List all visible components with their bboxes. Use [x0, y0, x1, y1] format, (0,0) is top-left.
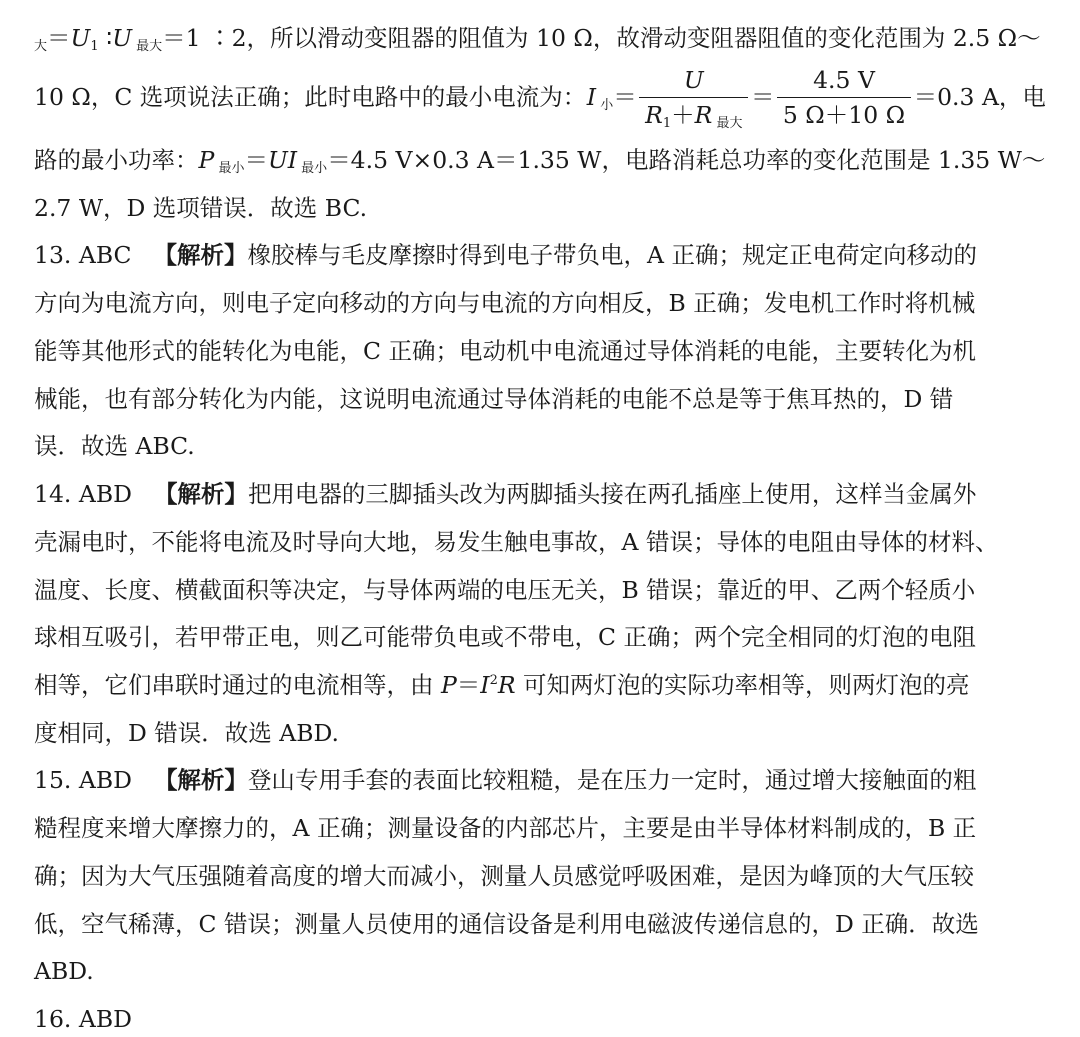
- fraction-current-values: $\frac{4.5 V}{5 \Omega+10 \Omega}$: [777, 65, 911, 130]
- analysis-tag: 【解析】: [153, 480, 248, 508]
- question-number: 14. ABD: [34, 480, 132, 508]
- q13-line-2: 方向为电流方向，则电子定向移动的方向与电流的方向相反，B 正确；发电机工作时将机械: [34, 289, 976, 317]
- q15-line-4: 低，空气稀薄，C 错误；测量人员使用的通信设备是利用电磁波传递信息的，D 正确．故选: [34, 910, 979, 938]
- q14-line-5: 相等，它们串联时通过的电流相等，由 $P=I^2R$ 可知两灯泡的实际功率相等，则两灯泡的亮: [34, 671, 970, 699]
- q15-line-5: ABD.: [34, 957, 94, 985]
- text-line-4: 2.7 W，D 选项错误．故选 BC.: [34, 194, 368, 222]
- q15-line-2: 糙程度来增大摩擦力的，A 正确；测量设备的内部芯片，主要是由半导体材料制成的，B 正: [34, 814, 977, 842]
- q16-line-1: [34, 1004, 1046, 1034]
- question-number: 15. ABD: [34, 766, 132, 794]
- q15-line-1: 15. ABD 【解析】登山专用手套的表面比较粗糙，是在压力一定时，通过增大接触面的粗: [34, 766, 977, 794]
- q13-line-5: 误．故选 ABC.: [34, 432, 195, 460]
- subscript: 大: [34, 39, 48, 54]
- q13-line-3: 能等其他形式的能转化为电能，C 正确；电动机中电流通过导体消耗的电能，主要转化为机: [34, 337, 976, 365]
- q14-line-3: 温度、长度、横截面积等决定，与导体两端的电压无关，B 错误；靠近的甲、乙两个轻质小: [34, 576, 976, 604]
- q15-line-3: 确；因为大气压强随着高度的增大而减小，测量人员感觉呼吸困难，是因为峰顶的大气压较: [34, 862, 974, 890]
- q14-line-6: 度相同，D 错误．故选 ABD.: [34, 719, 339, 747]
- text-line-2: 10 Ω，C 选项说法正确；此时电路中的最小电流为： I $_小$＝ $\frac{U}{R_1+R _{最大}}$ ＝ $\frac{4.5 V}{5 \Omega+10 \Omega}$ ＝0.3 A，电: [34, 65, 1046, 131]
- text-line-3: 路的最小功率：P $_{最小}$＝UI $_{最小}$＝4.5 V×0.3 A＝1.35 W，电路消耗总功率的变化范围是 1.35 W～: [34, 146, 1046, 176]
- q14-line-1: 14. ABD 【解析】把用电器的三脚插头改为两脚插头接在两孔插座上使用，这样当金属外: [34, 480, 977, 508]
- q14-line-4: 球相互吸引，若甲带正电，则乙可能带负电或不带电，C 正确；两个完全相同的灯泡的电阻: [34, 623, 976, 651]
- analysis-tag: 【解析】: [153, 766, 248, 794]
- q14-line-2: 壳漏电时，不能将电流及时导向大地，易发生触电事故，A 错误；导体的电阻由导体的材料、: [34, 528, 999, 556]
- text-line-1: $_大=U_1$ ∶U $_{最大}$＝1 ∶2，所以滑动变阻器的阻值为 10 Ω，故滑动变阻器阻值的变化范围为 2.5 Ω～: [34, 24, 1041, 54]
- analysis-tag: 【解析】: [153, 241, 248, 269]
- q13-line-1: 13. ABC 【解析】橡胶棒与毛皮摩擦时得到电子带负电，A 正确；规定正电荷定向移动的: [34, 241, 977, 269]
- q13-line-4: 械能，也有部分转化为内能，这说明电流通过导体消耗的电能不总是等于焦耳热的，D 错: [34, 385, 954, 413]
- fraction-current-formula: $\frac{U}{R_1+R _{最大}}$: [639, 65, 748, 130]
- question-number: 16. ABD: [34, 1005, 132, 1033]
- question-number: 13. ABC: [34, 241, 132, 269]
